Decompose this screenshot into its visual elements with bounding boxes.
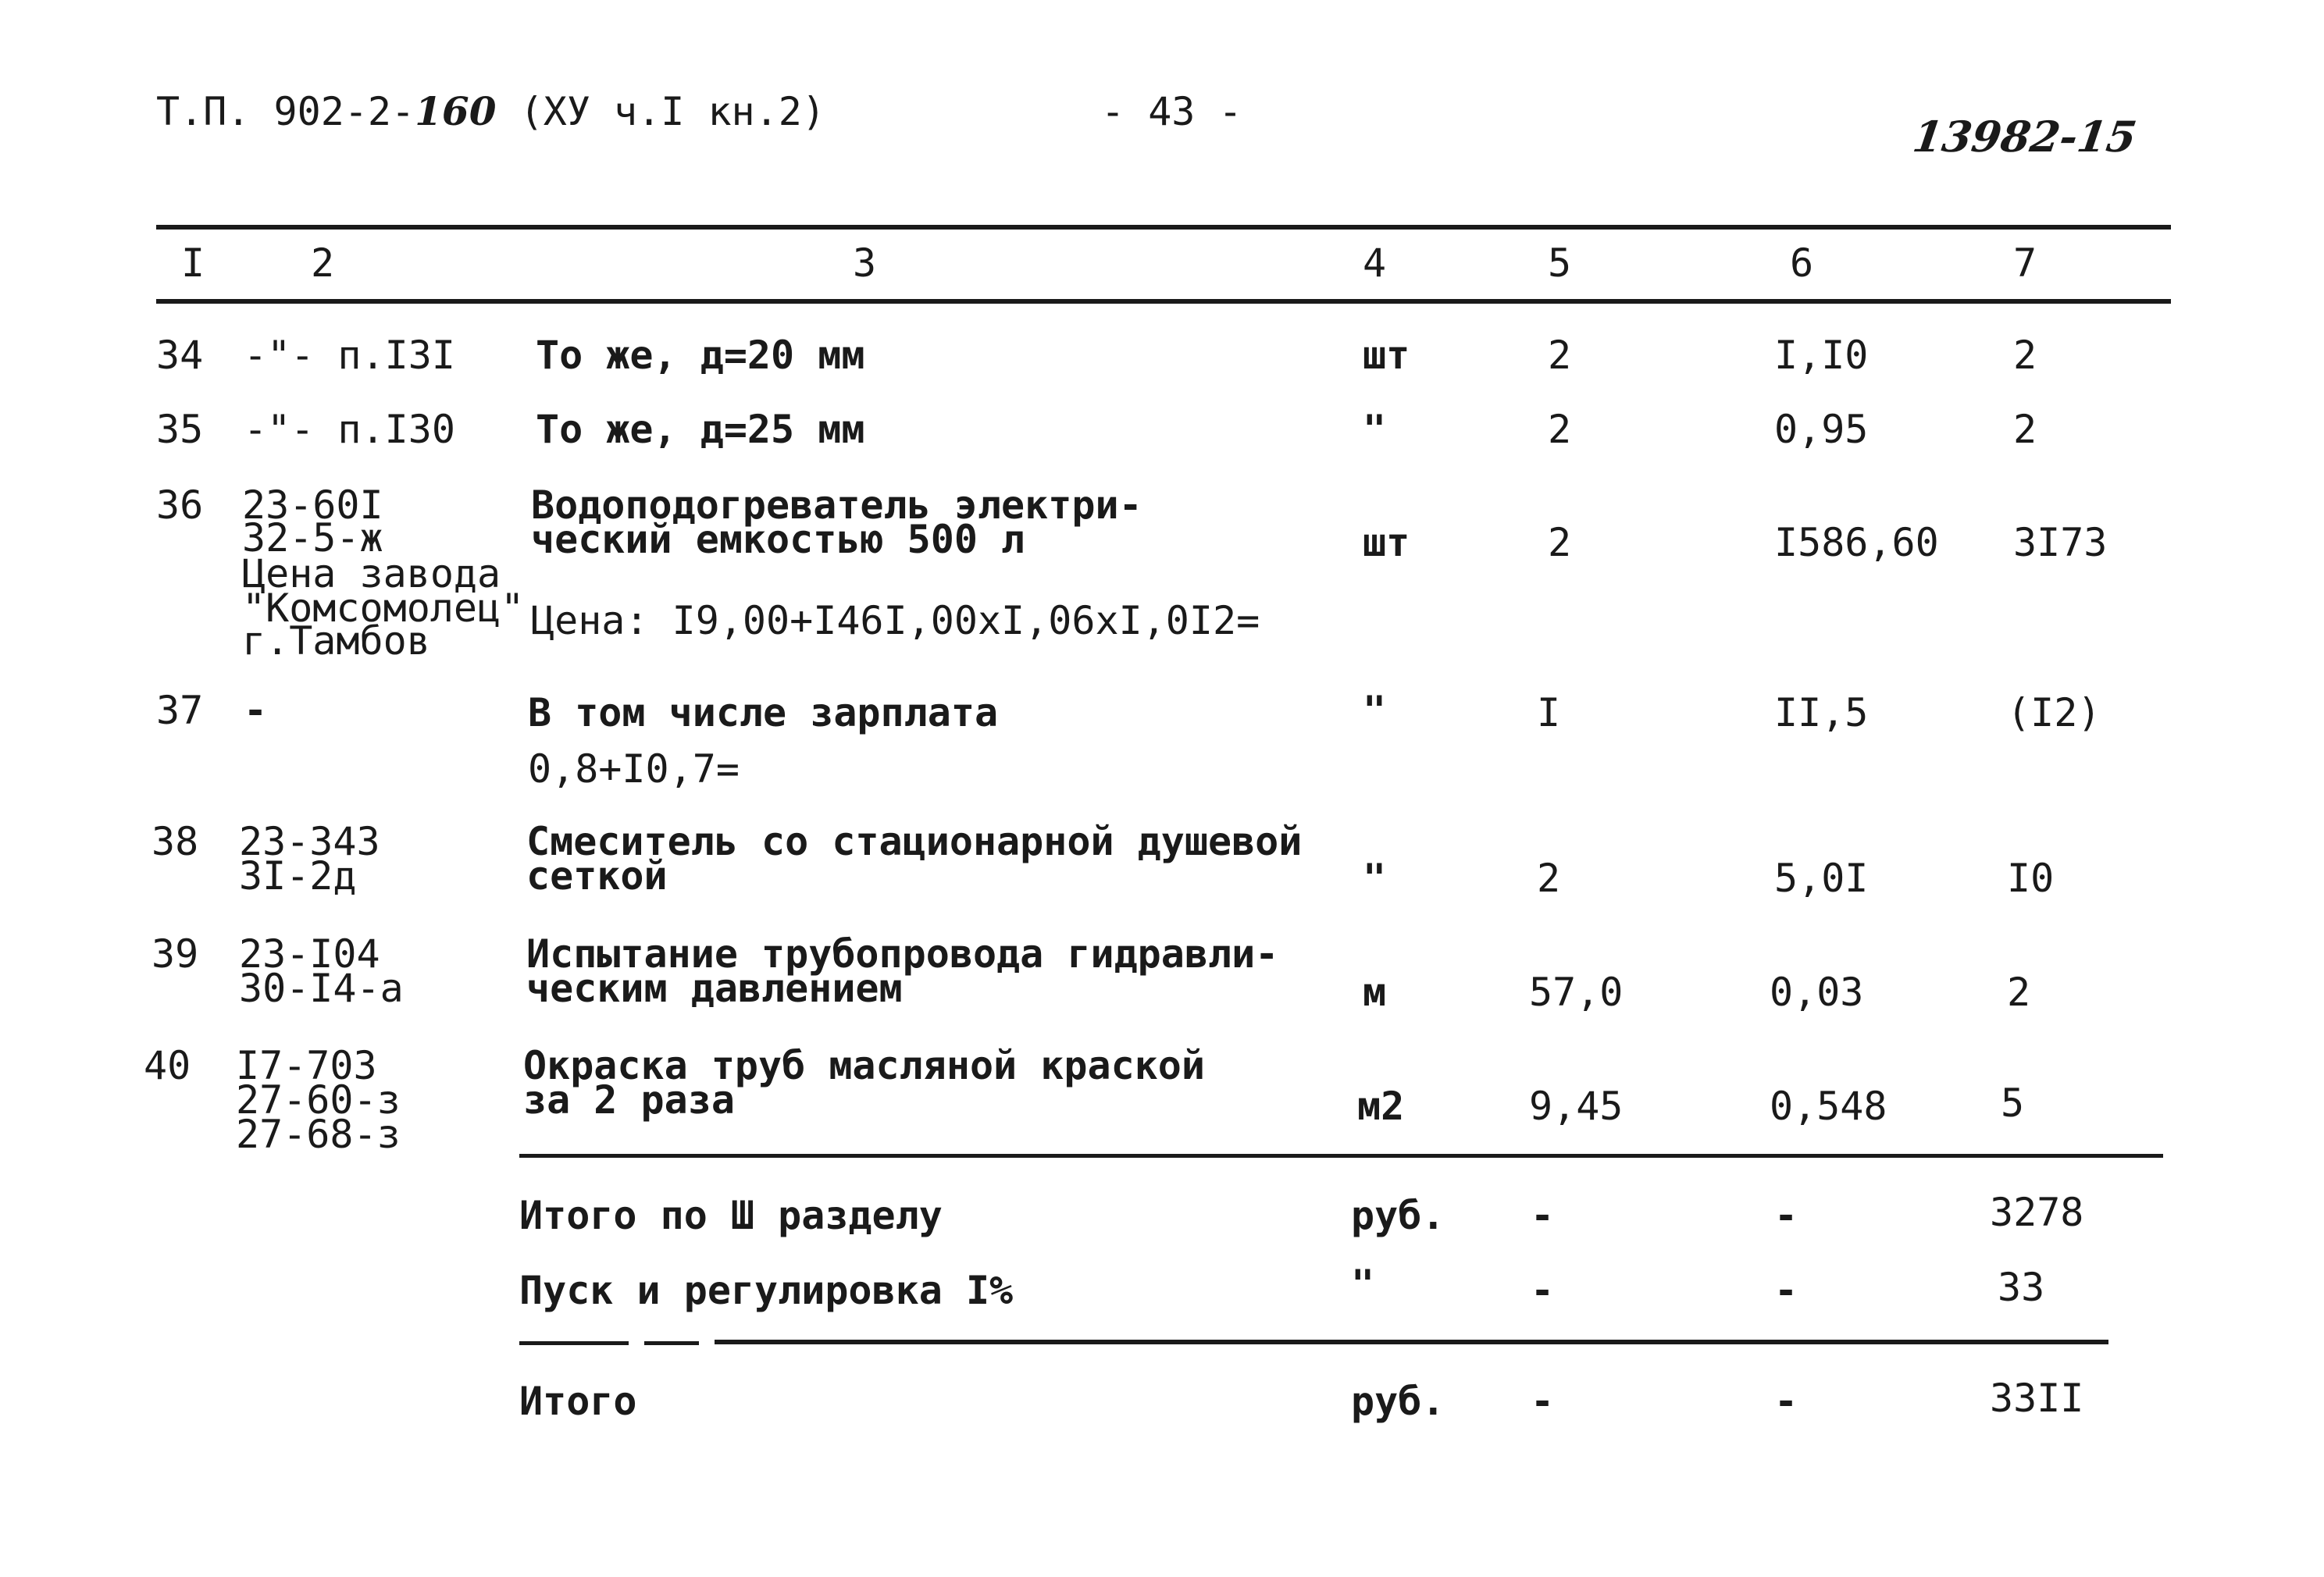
norm-code: -"- п.I30 <box>244 407 455 452</box>
unit-price: 0,95 <box>1774 407 1869 452</box>
description-line: Окраска труб масляной краской <box>523 1043 1205 1088</box>
description-line: за 2 раза <box>523 1077 735 1123</box>
col-header-7: 7 <box>2013 240 2037 286</box>
norm-code-line: "Комсомолец" <box>242 586 525 631</box>
norm-code-line: I7-703 <box>236 1043 377 1088</box>
item-description <box>526 819 1303 899</box>
norm-code-line: 23-343 <box>239 819 380 864</box>
norm-code-line: 23-60I <box>242 482 383 528</box>
item-description <box>523 1043 1205 1123</box>
summary-label: Пуск и регулировка I% <box>519 1268 1014 1313</box>
unit: " <box>1363 688 1387 733</box>
unit-price: 0,03 <box>1770 970 1864 1015</box>
unit: руб. <box>1351 1193 1445 1238</box>
price-formula: Цена: I9,00+I46I,00хI,06хI,0I2= <box>531 598 1260 643</box>
total: (I2) <box>2007 690 2101 735</box>
quantity: 2 <box>1537 856 1561 901</box>
total-rule-dash <box>519 1341 629 1345</box>
description-line: Смеситель со стационарной душевой <box>526 819 1303 864</box>
col-header-4: 4 <box>1363 240 1387 286</box>
summary-label: Итого по Ш разделу <box>519 1193 943 1238</box>
unit-price: II,5 <box>1774 690 1869 735</box>
unit: м2 <box>1357 1084 1405 1129</box>
col-header-2: 2 <box>311 240 335 286</box>
item-description <box>526 931 1279 1011</box>
quantity: 57,0 <box>1529 970 1624 1015</box>
total: 2 <box>2007 970 2031 1015</box>
norm-code <box>242 482 525 664</box>
row-number: 39 <box>151 931 199 977</box>
doc-designation <box>156 88 825 134</box>
total-rule <box>715 1340 2108 1344</box>
norm-code: - <box>244 688 268 733</box>
item-description: То же, д=20 мм <box>536 333 865 378</box>
unit: " <box>1363 407 1387 452</box>
doc-handwritten-number: 160 <box>415 88 497 134</box>
row-number: 38 <box>151 819 199 864</box>
row-number: 40 <box>144 1043 191 1088</box>
col-header-1: I <box>181 240 205 286</box>
quantity: - <box>1531 1268 1555 1313</box>
page-number: - 43 - <box>1101 89 1242 134</box>
col-header-3: 3 <box>853 240 877 286</box>
unit: " <box>1363 856 1387 901</box>
description-line: Испытание трубопровода гидравли- <box>526 931 1279 977</box>
row-number: 37 <box>156 688 204 733</box>
quantity: 2 <box>1548 333 1572 378</box>
norm-code <box>239 931 404 1011</box>
table-top-rule <box>156 225 2171 230</box>
norm-code-line: 23-I04 <box>239 931 380 977</box>
quantity: I <box>1537 690 1561 735</box>
row-number: 36 <box>156 482 204 528</box>
unit-price: I,I0 <box>1774 333 1869 378</box>
col-header-5: 5 <box>1548 240 1572 286</box>
total: 3278 <box>1990 1190 2084 1235</box>
total: 33 <box>1998 1265 2045 1310</box>
norm-code-line: 27-68-з <box>236 1112 401 1157</box>
quantity: 2 <box>1548 407 1572 452</box>
grand-total-label: Итого <box>519 1379 637 1424</box>
archive-number: 13982-15 <box>1909 112 2140 162</box>
norm-code <box>236 1043 401 1157</box>
doc-prefix: Т.П. 902-2- <box>156 89 415 134</box>
unit: " <box>1351 1262 1375 1307</box>
item-description: То же, д=25 мм <box>536 407 865 452</box>
description-line: ческим давлением <box>526 966 903 1011</box>
row-number: 35 <box>156 407 204 452</box>
doc-suffix: (ХУ ч.I кн.2) <box>519 89 825 134</box>
unit-price: - <box>1774 1268 1798 1313</box>
total: I0 <box>2007 856 2055 901</box>
subtotal-rule <box>519 1154 2163 1158</box>
quantity: - <box>1531 1379 1555 1424</box>
total-rule-dash <box>644 1341 699 1345</box>
norm-code-line: 32-5-ж <box>242 515 383 561</box>
total: 33II <box>1990 1376 2084 1421</box>
norm-code-line: Цена завода <box>242 551 501 596</box>
unit: м <box>1363 970 1387 1015</box>
norm-code <box>239 819 380 899</box>
total: 2 <box>2013 333 2037 378</box>
total: 5 <box>2001 1080 2025 1126</box>
norm-code-line: 27-60-з <box>236 1077 401 1123</box>
unit-price: I586,60 <box>1774 520 1939 565</box>
row-number: 34 <box>156 333 204 378</box>
unit: шт <box>1363 520 1410 565</box>
description-line: Водоподогреватель электри- <box>531 482 1142 528</box>
unit: шт <box>1363 333 1410 378</box>
item-description: В том числе зарплата <box>528 690 999 735</box>
total: 2 <box>2013 407 2037 452</box>
unit-price: 5,0I <box>1774 856 1869 901</box>
norm-code: -"- п.I3I <box>244 333 455 378</box>
total: 3I73 <box>2013 520 2108 565</box>
wage-formula: 0,8+I0,7= <box>528 746 740 792</box>
item-description <box>531 482 1142 562</box>
norm-code-line: г.Тамбов <box>242 618 430 664</box>
unit-price: 0,548 <box>1770 1084 1887 1129</box>
header-bottom-rule <box>156 299 2171 304</box>
quantity: 9,45 <box>1529 1084 1624 1129</box>
col-header-6: 6 <box>1790 240 1814 286</box>
description-line: сеткой <box>526 853 668 899</box>
description-line: ческий емкостью 500 л <box>531 517 1025 562</box>
unit-price: - <box>1774 1193 1798 1238</box>
norm-code-line: 3I-2д <box>239 853 357 899</box>
quantity: 2 <box>1548 520 1572 565</box>
unit: руб. <box>1351 1379 1445 1424</box>
unit-price: - <box>1774 1379 1798 1424</box>
norm-code-line: 30-I4-а <box>239 966 404 1011</box>
quantity: - <box>1531 1193 1555 1238</box>
